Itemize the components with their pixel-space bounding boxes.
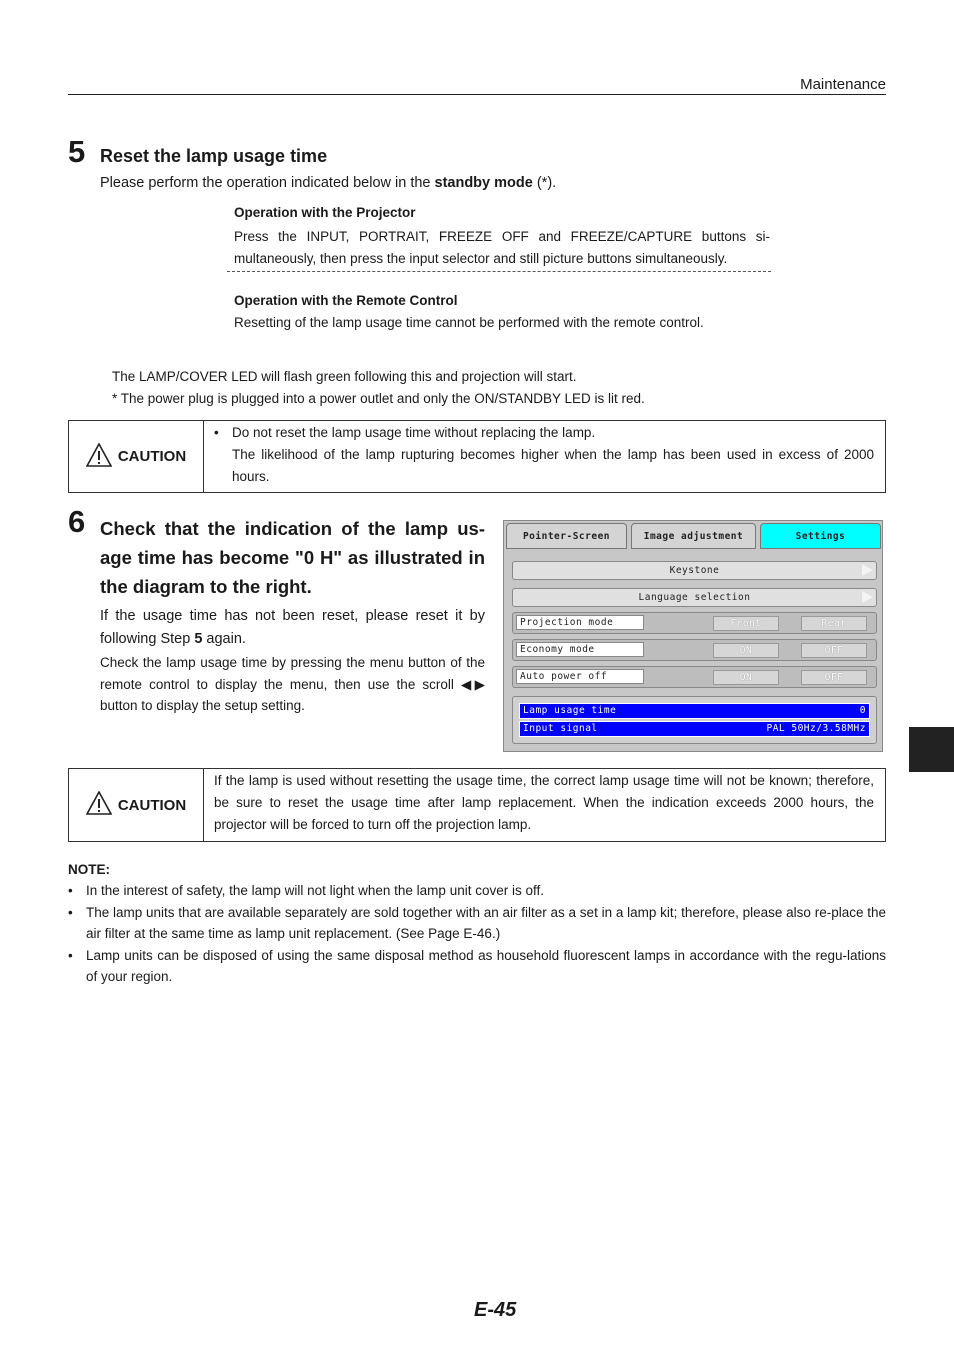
led-note: The LAMP/COVER LED will flash green following this and projection will start. [112, 369, 577, 384]
info-panel [512, 696, 877, 744]
arrow-right-icon [862, 564, 873, 576]
page-header [68, 76, 886, 95]
caution-label-1: CAUTION [69, 421, 204, 492]
warning-icon [86, 443, 112, 471]
option-label: Projection mode [516, 615, 644, 630]
auto-power-on-button[interactable]: ON [713, 670, 779, 685]
lamp-usage-row: Lamp usage time 0 [519, 703, 870, 719]
section-title: Maintenance [800, 76, 886, 93]
caution-detail: The likelihood of the lamp rupturing becomes higher when the lamp has been used in excess of 2000 hours. [232, 447, 874, 484]
section-thumb-tab [909, 727, 954, 772]
remote-operation-heading: Operation with the Remote Control [234, 293, 458, 308]
step-6-number: 6 [68, 504, 86, 539]
caution-box-2 [68, 768, 886, 842]
economy-on-button[interactable]: ON [713, 643, 779, 658]
input-signal-row: Input signal PAL 50Hz/3.58MHz [519, 721, 870, 737]
warning-icon [86, 791, 112, 819]
page-number: E-45 [474, 1299, 517, 1321]
list-item: • In the interest of safety, the lamp will not light when the lamp unit cover is off. [68, 880, 886, 902]
projector-operation-text: Press the INPUT, PORTRAIT, FREEZE OFF and FREEZE/CAPTURE buttons si-multaneously, then press the input selector and still picture buttons simultaneously. [234, 229, 770, 266]
list-item: • Lamp units can be disposed of using the same disposal method as household fluorescent lamps in accordance with the regu-lations of your region. [68, 945, 886, 988]
step-5-title: Reset the lamp usage time [100, 146, 328, 166]
lamp-usage-value: 0 [859, 705, 866, 716]
auto-power-off-button[interactable]: OFF [801, 670, 867, 685]
step-6-text-2: Check the lamp usage time by pressing the menu button of the remote control to display the menu, then use the scroll ◀▶ button to display the setup setting. [100, 655, 485, 713]
remote-operation-text: Resetting of the lamp usage time cannot be performed with the remote control. [234, 315, 704, 330]
note-heading: NOTE: [68, 862, 110, 877]
caution-label-2: CAUTION [69, 769, 204, 841]
settings-menu-screenshot [503, 520, 883, 752]
tab-image-adjustment[interactable]: Image adjustment [631, 523, 756, 549]
projection-front-button[interactable]: Front [713, 616, 779, 631]
projector-operation-heading: Operation with the Projector [234, 205, 416, 220]
note-list [68, 880, 886, 988]
option-label: Economy mode [516, 642, 644, 657]
projection-mode-row [512, 612, 877, 634]
step-6-title: Check that the indication of the lamp us-age time has become "0 H" as illustrated in the diagram to the right. [100, 518, 485, 597]
caution-box-1 [68, 420, 886, 493]
tab-pointer-screen[interactable]: Pointer-Screen [506, 523, 627, 549]
step-5-intro: Please perform the operation indicated below in the standby mode (*). [100, 175, 557, 191]
caution-text-2: If the lamp is used without resetting the usage time, the correct lamp usage time will not be known; therefore, be sure to reset the usage time after lamp replacement. When the indication exceeds 2000 hours, the projector will be forced to turn off the projection lamp. [214, 773, 874, 832]
keystone-item[interactable]: Keystone [512, 561, 877, 580]
arrow-right-icon [862, 591, 873, 603]
list-item: • The lamp units that are available separately are sold together with an air filter as a set in a lamp kit; therefore, please also re-place the air filter at the same time as lamp unit replacement. (See Page E-46.) [68, 902, 886, 945]
caution-text-1 [214, 422, 874, 488]
power-plug-note: * The power plug is plugged into a power outlet and only the ON/STANDBY LED is lit red. [112, 391, 645, 406]
option-label: Auto power off [516, 669, 644, 684]
step-5-number: 5 [68, 134, 86, 169]
caution-bullet: • Do not reset the lamp usage time without replacing the lamp. [214, 422, 874, 444]
step-6-text-1: If the usage time has not been reset, please reset it by following Step 5 again. [100, 608, 485, 647]
auto-power-off-row [512, 666, 877, 688]
dashed-divider [227, 271, 771, 272]
input-signal-value: PAL 50Hz/3.58MHz [766, 723, 866, 734]
language-selection-item[interactable]: Language selection [512, 588, 877, 607]
economy-mode-row [512, 639, 877, 661]
economy-off-button[interactable]: OFF [801, 643, 867, 658]
projection-rear-button[interactable]: Rear [801, 616, 867, 631]
tab-settings[interactable]: Settings [760, 523, 881, 549]
